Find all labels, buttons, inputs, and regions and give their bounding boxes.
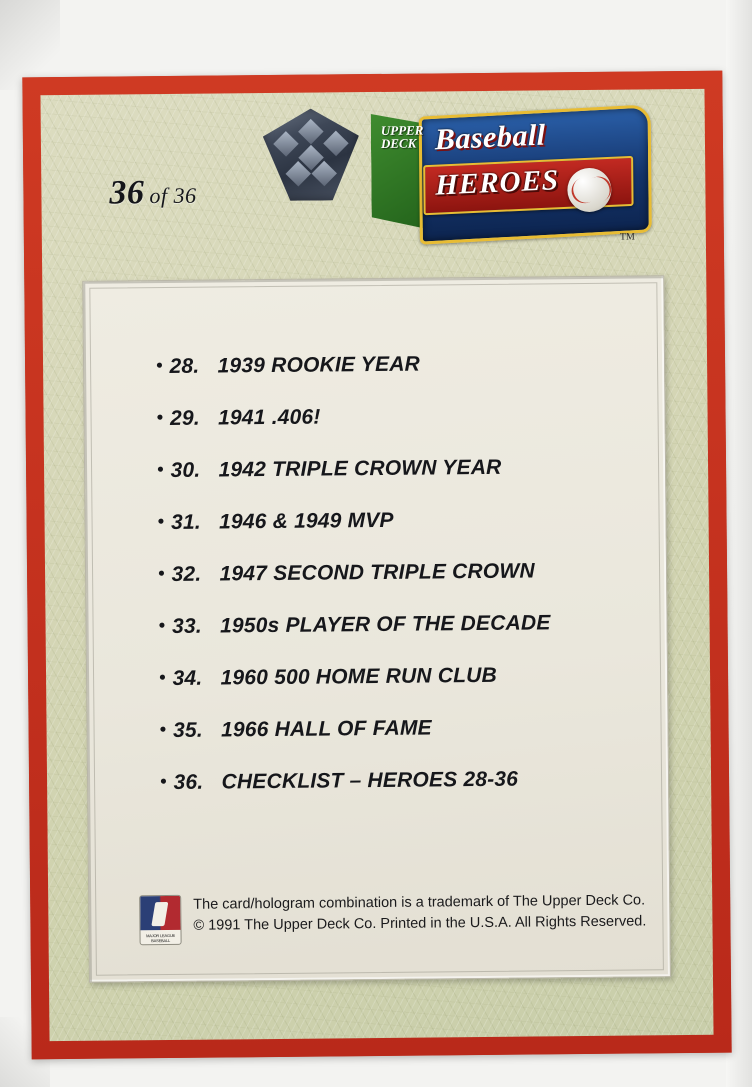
- mlb-logo-icon: [139, 895, 181, 945]
- list-item-number: 32.: [171, 562, 202, 586]
- bullet-icon: •: [159, 771, 167, 792]
- bullet-icon: •: [157, 563, 165, 584]
- list-item-number: 35.: [172, 718, 204, 742]
- bullet-icon: •: [158, 615, 166, 636]
- list-item: [158, 610, 642, 639]
- bullet-icon: •: [157, 511, 165, 532]
- baseball-card: [22, 71, 731, 1060]
- list-item-number: 31.: [170, 510, 202, 534]
- list-item: [158, 558, 642, 587]
- mlb-logo-caption: MAJOR LEAGUE BASEBALL: [146, 932, 176, 944]
- trademark-symbol: TM: [619, 231, 635, 243]
- bullet-icon: •: [156, 459, 164, 480]
- card-footer: [139, 890, 699, 945]
- list-item: [159, 714, 643, 743]
- list-item-label: CHECKLIST – HEROES 28-36: [221, 767, 519, 794]
- bullet-icon: •: [156, 407, 164, 428]
- checklist-list: [156, 350, 644, 823]
- list-item: [157, 454, 641, 483]
- list-item-label: 1942 TRIPLE CROWN YEAR: [218, 455, 502, 482]
- list-item-label: 1966 HALL OF FAME: [220, 716, 432, 742]
- list-item: [160, 766, 644, 795]
- footer-copyright-line: © 1991 The Upper Deck Co. Printed in the U.S.A. All Rights Reserved.: [193, 913, 647, 934]
- list-item-label: 1950s PLAYER OF THE DECADE: [219, 611, 551, 638]
- logo-title-baseball: Baseball: [434, 118, 546, 157]
- list-item: [159, 662, 643, 691]
- baseball-heroes-logo: [371, 103, 647, 246]
- footer-trademark-line: The card/hologram combination is a trademark of The Upper Deck Co.: [193, 892, 646, 913]
- list-item: [157, 506, 641, 535]
- list-item-label: 1960 500 HOME RUN CLUB: [220, 663, 498, 690]
- checklist-panel: [82, 275, 671, 983]
- bullet-icon: •: [155, 355, 163, 376]
- baseball-icon: [567, 168, 611, 212]
- card-number-value: 36: [109, 174, 145, 212]
- card-number: [109, 174, 196, 213]
- list-item: [156, 402, 640, 431]
- list-item-number: 33.: [171, 614, 203, 638]
- logo-title-heroes: HEROES: [435, 164, 560, 202]
- bullet-icon: •: [158, 667, 166, 688]
- list-item-label: 1939 ROOKIE YEAR: [217, 352, 421, 378]
- list-item-number: 30.: [170, 458, 201, 482]
- list-item-number: 28.: [169, 354, 200, 378]
- hologram-diamond-icon: [263, 108, 360, 201]
- list-item-number: 36.: [173, 770, 204, 794]
- card-parchment-surface: [40, 89, 713, 1041]
- list-item-label: 1946 & 1949 MVP: [218, 508, 394, 534]
- upper-deck-mark: UPPER DECK: [380, 122, 424, 151]
- footer-text: [193, 890, 646, 936]
- card-header: [40, 89, 706, 275]
- list-item: [156, 350, 640, 379]
- list-item-number: 29.: [169, 406, 201, 430]
- bullet-icon: •: [159, 719, 167, 740]
- list-item-label: 1947 SECOND TRIPLE CROWN: [219, 559, 535, 586]
- list-item-number: 34.: [172, 666, 203, 690]
- card-number-of: of 36: [149, 182, 197, 209]
- list-item-label: 1941 .406!: [217, 405, 321, 430]
